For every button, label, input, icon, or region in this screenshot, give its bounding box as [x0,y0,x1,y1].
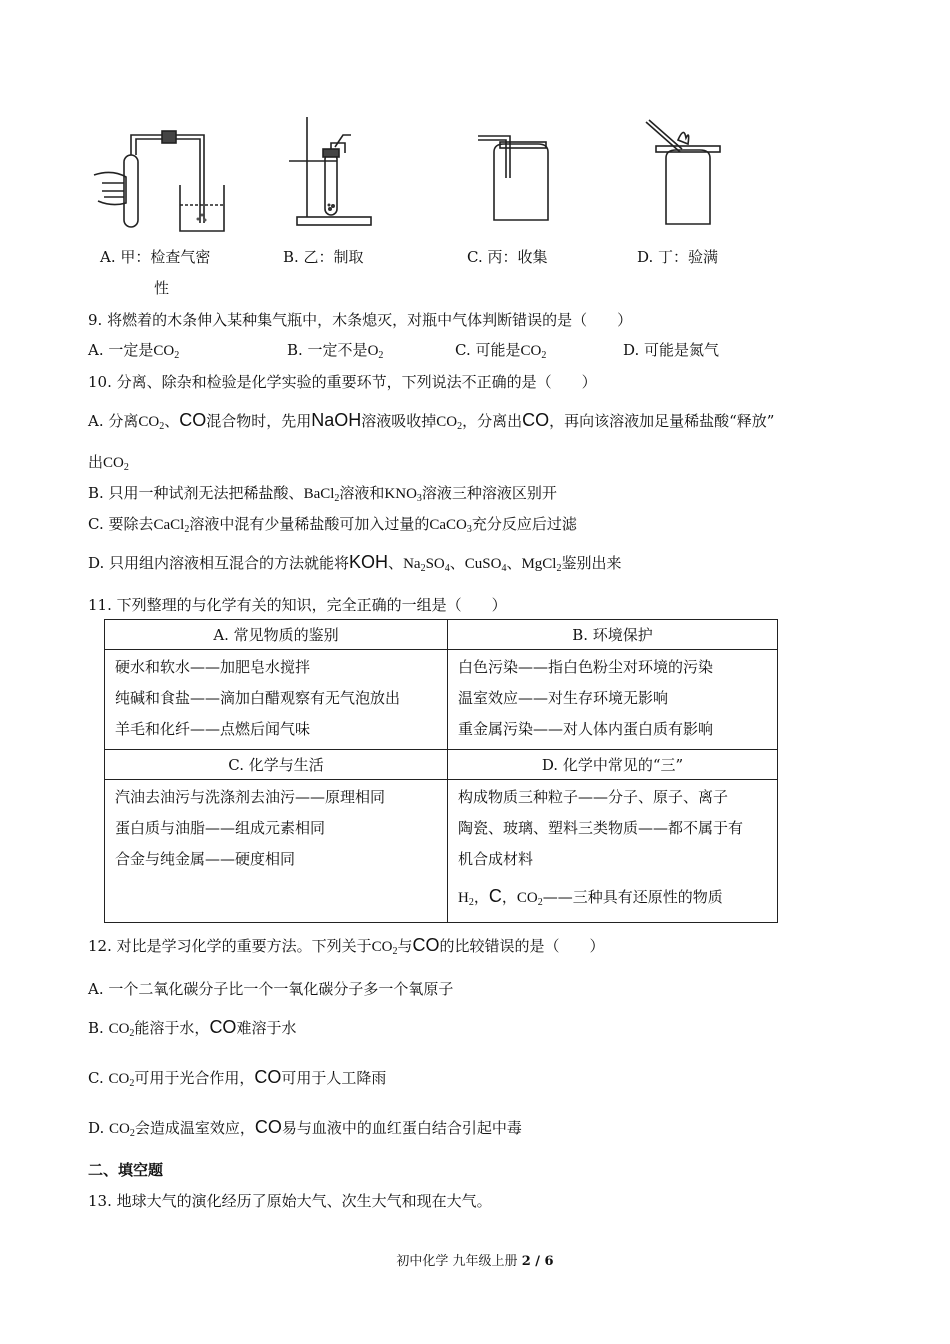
q11-header-a[interactable]: A. 常见物质的鉴别 [105,620,448,650]
figure-yi-preparation [285,113,375,231]
q12-option-b[interactable]: B. $CO_2$能溶于水，CO难溶于水 [88,1017,297,1039]
q8-option-d[interactable]: D. 丁：验满 [637,248,719,266]
q11-cell-a: 硬水和软水——加肥皂水搅拌 纯碱和食盐——滴加白醋观察有无气泡放出 羊毛和化纤——点燃后闻气味 [105,650,448,750]
q11-header-d[interactable]: D. 化学中常见的“三” [448,750,778,780]
q12-option-d[interactable]: D. $CO_2$会造成温室效应，CO易与血液中的血红蛋白结合引起中毒 [88,1117,522,1139]
q10-option-b[interactable]: B. 只用一种试剂无法把稀盐酸、BaCl$_2$溶液和$KNO_3$溶液三种溶液区别开 [88,484,557,504]
q8-option-a-cont: 性 [154,279,170,297]
q10-option-d[interactable]: D. 只用组内溶液相互混合的方法就能将KOH、$Na_2SO_4$、CuSO$_4$、MgCl$_2$鉴别出来 [88,552,622,574]
q11-knowledge-table [104,619,778,923]
q10-option-a[interactable]: A. 分离$CO_2$、CO混合物时，先用NaOH溶液吸收掉$CO_2$，分离出CO，再向该溶液加足量稀盐酸“释放” [88,410,775,432]
page-footer [0,1250,950,1269]
q10-stem: 10. 分离、除杂和检验是化学实验的重要环节，下列说法不正确的是（ ） [88,373,597,391]
q11-cell-b: 白色污染——指白色粉尘对环境的污染 温室效应——对生存环境无影响 重金属污染——对人体内蛋白质有影响 [448,650,778,750]
section-title-fill-in: 二、填空题 [88,1161,164,1179]
q9-option-b[interactable]: B. 一定不是$O_2$ [287,341,384,361]
q11-header-b[interactable]: B. 环境保护 [448,620,778,650]
q9-option-a[interactable]: A. 一定是$CO_2$ [88,341,180,361]
q11-header-c[interactable]: C. 化学与生活 [105,750,448,780]
figure-ding-full-check [640,118,730,230]
q12-stem: 12. 对比是学习化学的重要方法。下列关于$CO_2$与CO的比较错误的是（ ） [88,935,605,957]
footer-text: 初中化学 九年级上册 [396,1254,522,1269]
q8-option-a[interactable]: A. 甲：检查气密 [100,248,211,266]
q13-stem: 13. 地球大气的演化经历了原始大气、次生大气和现在大气。 [88,1192,492,1210]
q8-option-c[interactable]: C. 丙：收集 [467,248,548,266]
q12-option-a[interactable]: A. 一个二氧化碳分子比一个一氧化碳分子多一个氧原子 [88,980,454,998]
page-number: 2 / 6 [521,1254,554,1269]
q8-option-b[interactable]: B. 乙：制取 [283,248,364,266]
q11-cell-c: 汽油去油污与洗涤剂去油污——原理相同 蛋白质与油脂——组成元素相同 合金与纯金属——硬度相同 [105,780,448,923]
q10-option-c[interactable]: C. 要除去CaCl$_2$溶液中混有少量稀盐酸可加入过量的CaCO$_3$充分反应后过滤 [88,515,577,535]
figure-jia-airtightness [92,125,232,235]
q10-option-a-cont: 出$CO_2$ [88,453,129,473]
q9-option-d[interactable]: D. 可能是氮气 [623,341,720,359]
q12-option-c[interactable]: C. $CO_2$可用于光合作用，CO可用于人工降雨 [88,1067,387,1089]
q9-stem: 9. 将燃着的木条伸入某种集气瓶中，木条熄灭，对瓶中气体判断错误的是（ ） [88,311,633,329]
q11-stem: 11. 下列整理的与化学有关的知识，完全正确的一组是（ ） [88,596,507,614]
q9-option-c[interactable]: C. 可能是$CO_2$ [455,341,547,361]
q11-cell-d: 构成物质三种粒子——分子、原子、离子 陶瓷、玻璃、塑料三类物质——都不属于有 机合成材料 $H_2$，C，$CO_2——$三种具有还原性的物质 [448,780,778,923]
figure-bing-collection [470,130,560,225]
